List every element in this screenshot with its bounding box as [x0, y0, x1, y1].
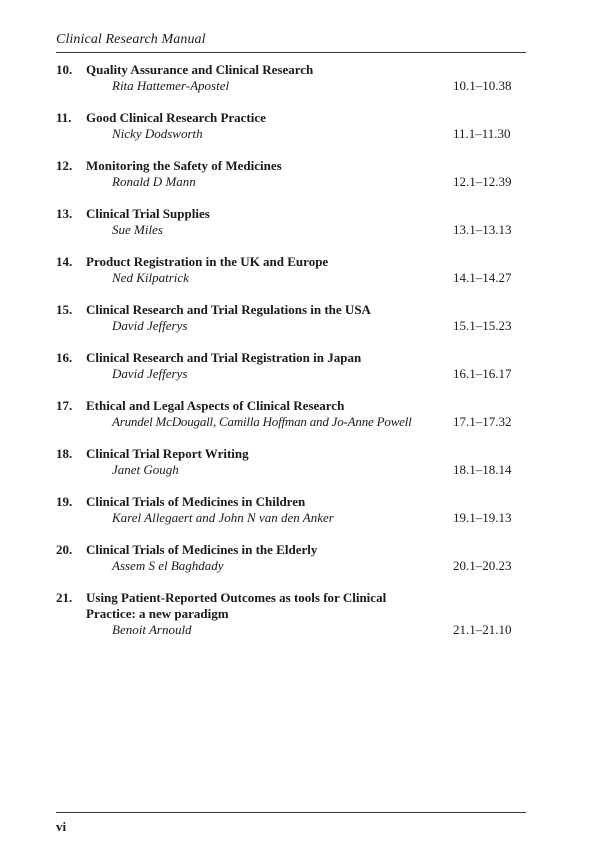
chapter-title: Quality Assurance and Clinical Research — [86, 62, 314, 77]
header-rule — [56, 52, 526, 53]
chapter-title: Clinical Trial Supplies — [86, 206, 210, 221]
page-range: 13.1–13.13 — [453, 222, 512, 237]
chapter-number: 12. — [56, 158, 73, 173]
page-range: 18.1–18.14 — [453, 462, 512, 477]
chapter-title: Clinical Research and Trial Registration in Japan — [86, 350, 362, 365]
page-range: 10.1–10.38 — [453, 78, 512, 93]
toc-entry-19[interactable] — [56, 494, 526, 526]
chapter-title: Monitoring the Safety of Medicines — [86, 158, 282, 173]
chapter-number: 21. — [56, 590, 73, 605]
chapter-number: 20. — [56, 542, 73, 557]
chapter-author: Assem S el Baghdady — [112, 558, 224, 573]
toc-entry-10[interactable] — [56, 62, 526, 94]
toc-entry-20[interactable] — [56, 542, 526, 574]
chapter-title: Ethical and Legal Aspects of Clinical Research — [86, 398, 345, 413]
chapter-author: David Jefferys — [112, 366, 188, 381]
chapter-number: 13. — [56, 206, 73, 221]
chapter-number: 16. — [56, 350, 73, 365]
page-range: 16.1–16.17 — [453, 366, 512, 381]
footer-rule — [56, 812, 526, 813]
chapter-author: Arundel McDougall, Camilla Hoffman and Jo-Anne Powell — [112, 414, 412, 429]
chapter-title: Clinical Trials of Medicines in Children — [86, 494, 306, 509]
chapter-author: Janet Gough — [112, 462, 179, 477]
chapter-author: Rita Hattemer-Apostel — [112, 78, 230, 93]
running-head: Clinical Research Manual — [56, 32, 206, 47]
chapter-title: Product Registration in the UK and Europe — [86, 254, 329, 269]
chapter-number: 14. — [56, 254, 73, 269]
page-range: 14.1–14.27 — [453, 270, 512, 285]
page-range: 19.1–19.13 — [453, 510, 512, 525]
chapter-title: Clinical Trial Report Writing — [86, 446, 249, 461]
page-range: 11.1–11.30 — [453, 126, 511, 141]
chapter-author: Nicky Dodsworth — [112, 126, 203, 141]
page-range: 15.1–15.23 — [453, 318, 512, 333]
chapter-title: Good Clinical Research Practice — [86, 110, 266, 125]
chapter-author: Ned Kilpatrick — [112, 270, 189, 285]
chapter-number: 11. — [56, 110, 72, 125]
page-range: 12.1–12.39 — [453, 174, 512, 189]
toc-entry-14[interactable] — [56, 254, 526, 286]
toc-entry-17[interactable] — [56, 398, 526, 430]
toc-entry-11[interactable] — [56, 110, 526, 142]
chapter-author: Karel Allegaert and John N van den Anker — [112, 510, 334, 525]
chapter-author: David Jefferys — [112, 318, 188, 333]
chapter-number: 10. — [56, 62, 73, 77]
table-of-contents — [56, 62, 526, 638]
page-range: 17.1–17.32 — [453, 414, 512, 429]
chapter-title: Using Patient-Reported Outcomes as tools for Clinical Practice: a new paradigm — [86, 590, 387, 621]
toc-entry-13[interactable] — [56, 206, 526, 238]
chapter-author: Sue Miles — [112, 222, 163, 237]
chapter-number: 19. — [56, 494, 73, 509]
page-number: vi — [56, 819, 67, 834]
toc-entry-16[interactable] — [56, 350, 526, 382]
toc-entry-12[interactable] — [56, 158, 526, 190]
chapter-number: 15. — [56, 302, 73, 317]
chapter-number: 17. — [56, 398, 73, 413]
toc-entry-21[interactable] — [56, 590, 526, 638]
chapter-number: 18. — [56, 446, 73, 461]
chapter-author: Benoit Arnould — [112, 622, 192, 637]
chapter-title: Clinical Trials of Medicines in the Elderly — [86, 542, 318, 557]
page-range: 21.1–21.10 — [453, 622, 512, 637]
toc-entry-18[interactable] — [56, 446, 526, 478]
chapter-author: Ronald D Mann — [112, 174, 196, 189]
page-range: 20.1–20.23 — [453, 558, 512, 573]
toc-entry-15[interactable] — [56, 302, 526, 334]
chapter-title: Clinical Research and Trial Regulations in the USA — [86, 302, 371, 317]
